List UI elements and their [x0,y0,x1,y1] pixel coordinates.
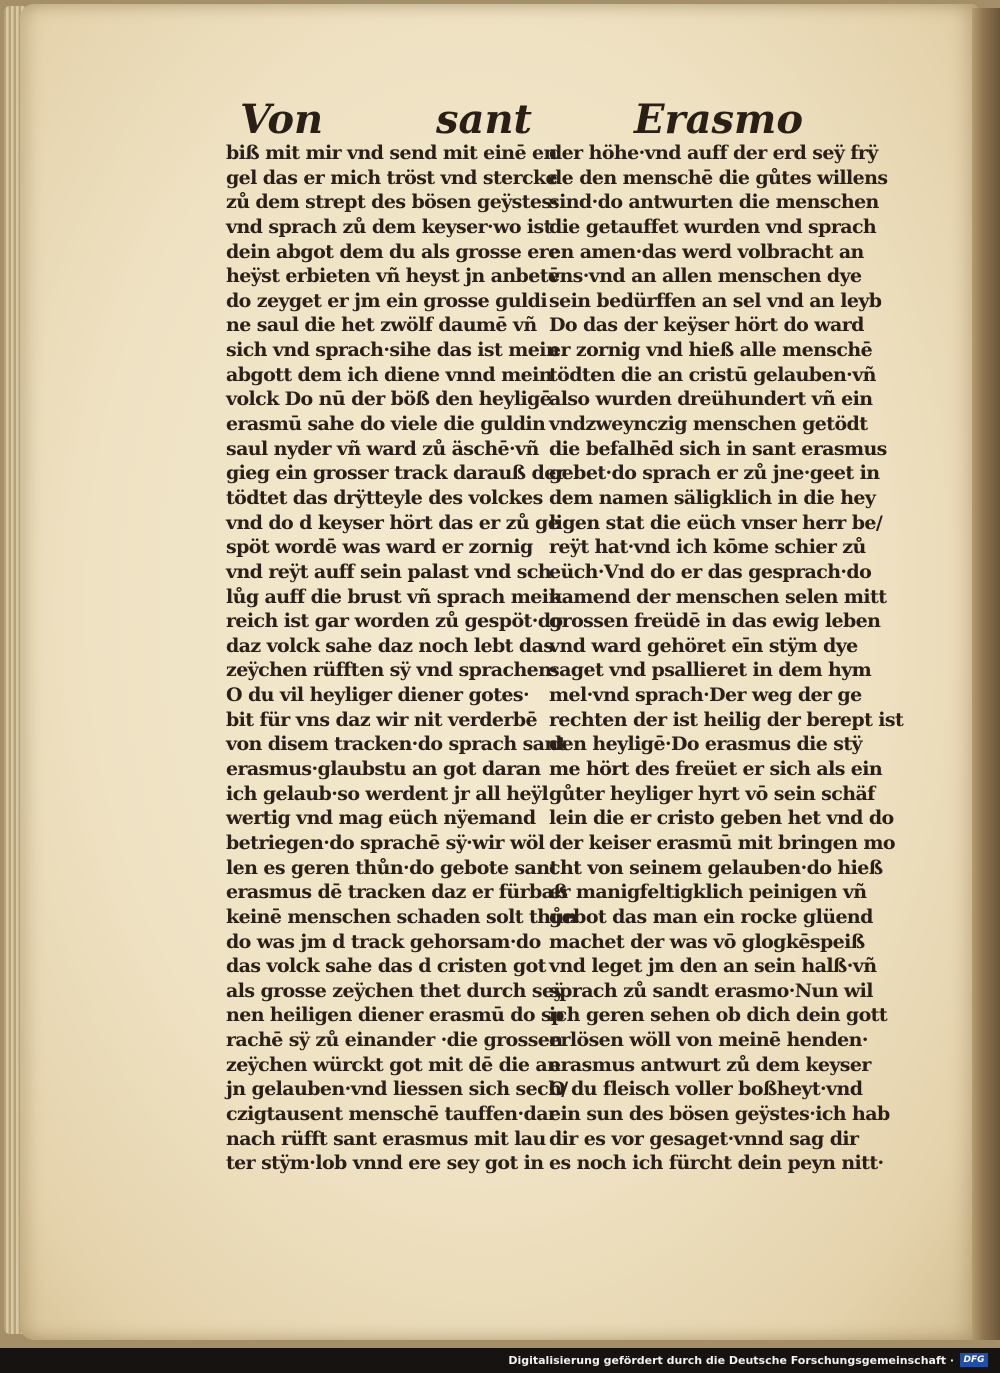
text-line: erasmū sahe do viele die guldin [226,413,546,436]
text-line: zeÿchen rüfften sÿ vnd sprachen· [226,659,558,682]
running-head-left: Von [240,96,324,143]
text-line: erasmus antwurt zů dem keyser [549,1053,871,1076]
text-line: reÿt hat·vnd ich kōme schier zů [549,536,866,559]
text-line: von disem tracken·do sprach sant [226,733,566,756]
text-line: en amen·das werd volbracht an [549,240,864,263]
text-line: vnd do d keyser hört das er zů ge [226,511,560,534]
text-line: gebet·do sprach er zů jne·geet in [549,462,880,485]
text-line: als grosse zeÿchen thet durch seÿ [226,979,564,1002]
text-line: O du vil heyliger diener gotes· [226,684,529,707]
text-line: betriegen·do sprachē sÿ·wir wöl [226,831,545,854]
text-line: tödtet das drÿtteyle des volckes [226,486,543,509]
text-line: es noch ich fürcht dein peyn nitt· [549,1152,884,1175]
text-line: vnd leget jm den an sein halß·vñ [549,955,877,978]
text-line: vns·vnd an allen menschen dye [549,265,862,288]
text-line: rechten der ist heilig der berept ist [549,708,904,731]
text-line: gebot das man ein rocke glüend [549,905,873,928]
text-line: der höhe·vnd auff der erd seÿ frÿ [549,142,878,164]
text-line: der keiser erasmū mit bringen mo [549,831,895,854]
text-line: dir es vor gesaget·vnnd sag dir [549,1127,859,1150]
text-line: wertig vnd mag eüch nÿemand [226,807,536,830]
text-line: vnd ward gehöret eīn stÿm dye [549,634,858,657]
text-line: do was jm d track gehorsam·do [226,930,541,953]
text-column-right [549,141,904,1176]
text-line: gel das er mich tröst vnd stercke [226,166,558,189]
text-column-left [226,141,577,1176]
text-line: also wurden dreühundert vñ ein [549,388,873,411]
text-line: zeÿchen würckt got mit dē die an [226,1053,561,1076]
text-line: ich gelaub·so werdent jr all heÿl [226,782,549,805]
text-line: ligen stat die eüch vnser herr be/ [549,511,883,534]
text-line: ter stÿm·lob vnnd ere sey got in [226,1152,544,1175]
text-line: biß mit mir vnd send mit einē en [226,142,557,164]
text-line: eüch·Vnd do er das gesprach·do [549,560,872,583]
text-line: erasmus·glaubstu an got daran [226,758,541,781]
text-line: spöt wordē was ward er zornig [226,536,533,559]
text-line: vnd sprach zů dem keyser·wo ist [226,215,552,238]
text-line: tödten die an cristū gelauben·vñ [549,363,876,386]
text-line: sprach zů sandt erasmo·Nun wil [549,979,873,1002]
text-line: das volck sahe das d cristen got [226,955,546,978]
text-line: erlösen wöll von meinē henden· [549,1029,868,1052]
text-line: dem namen säligklich in die hey [549,486,876,509]
text-line: erasmus dē tracken daz er fürbaß [226,881,568,904]
text-line: jn gelauben·vnd liessen sich sech/ [226,1078,568,1101]
text-line: sein bedürffen an sel vnd an leyb [549,289,882,312]
text-line: ich geren sehen ob dich dein gott [549,1004,888,1027]
digitization-footer [0,1348,1000,1373]
text-line: me hört des freüet er sich als ein [549,758,883,781]
text-line: O du fleisch voller boßheyt·vnd [549,1078,863,1101]
text-line: lůg auff die brust vñ sprach mein [226,585,562,608]
text-line: Do das der keÿser hört do ward [549,314,864,337]
text-line: machet der was vō glogkēspeiß [549,930,865,953]
text-line: er manigfeltigklich peinigen vñ [549,881,867,904]
text-line: vndzweynczig menschen getödt [549,413,868,436]
text-line: lein die er cristo geben het vnd do [549,807,894,830]
text-line: kamend der menschen selen mitt [549,585,887,608]
text-line: dein abgot dem du als grosse ere [226,240,560,263]
running-head [240,96,804,143]
text-line: rachē sÿ zů einander ·die grossen [226,1029,563,1052]
text-line: heÿst erbieten vñ heyst jn anbetē [226,265,560,288]
text-line: den heyligē·Do erasmus die stÿ [549,733,862,756]
text-line: bit für vns daz wir nit verderbē [226,708,537,731]
text-line: czigtausent menschē tauffen·dar [226,1102,558,1125]
running-head-right: Erasmo [634,96,804,143]
text-line: volck Do nū der böß den heyligē [226,388,552,411]
text-line: abgott dem ich diene vnnd mein [226,363,552,386]
text-line: die befalhēd sich in sant erasmus [549,437,887,460]
text-line: zů dem strept des bösen geÿstes· [226,191,558,214]
binding-gutter [972,8,1000,1340]
text-line: er zornig vnd hieß alle menschē [549,339,873,362]
text-line: nach rüfft sant erasmus mit lau [226,1127,546,1150]
text-line: mel·vnd sprach·Der weg der ge [549,684,862,707]
text-line: do zeyget er jm ein grosse guldi [226,289,547,312]
text-line: de den menschē die gůtes willens [549,166,888,189]
text-line: saul nyder vñ ward zů äschē·vñ [226,437,539,460]
text-line: len es geren thůn·do gebote sant [226,856,558,879]
text-line: vnd reÿt auff sein palast vnd sch [226,560,552,583]
text-line: reich ist gar worden zů gespöt·do [226,610,563,633]
text-line: ne saul die het zwölf daumē vñ [226,314,537,337]
footer-credit: Digitalisierung gefördert durch die Deutsche Forschungsgemeinschaft · [508,1354,954,1367]
text-line: sich vnd sprach·sihe das ist mein [226,339,560,362]
text-line: ein sun des bösen geÿstes·ich hab [549,1102,890,1125]
dfg-logo: DFG [960,1353,988,1367]
text-line: die getauffet wurden vnd sprach [549,215,877,238]
text-line: gůter heyliger hyrt vō sein schäf [549,782,875,805]
text-line: saget vnd psallieret in dem hym [549,659,872,682]
text-line: gieg ein grosser track darauß der [226,462,566,485]
text-line: cht von seinem gelauben·do hieß [549,856,883,879]
text-line: nen heiligen diener erasmū do sp [226,1004,564,1027]
text-line: keinē menschen schaden solt thůn [226,905,577,928]
text-line: sind·do antwurten die menschen [549,191,879,214]
text-line: daz volck sahe daz noch lebt das [226,634,554,657]
text-line: grossen freüdē in das ewig leben [549,610,881,633]
running-head-center: sant [436,96,532,143]
